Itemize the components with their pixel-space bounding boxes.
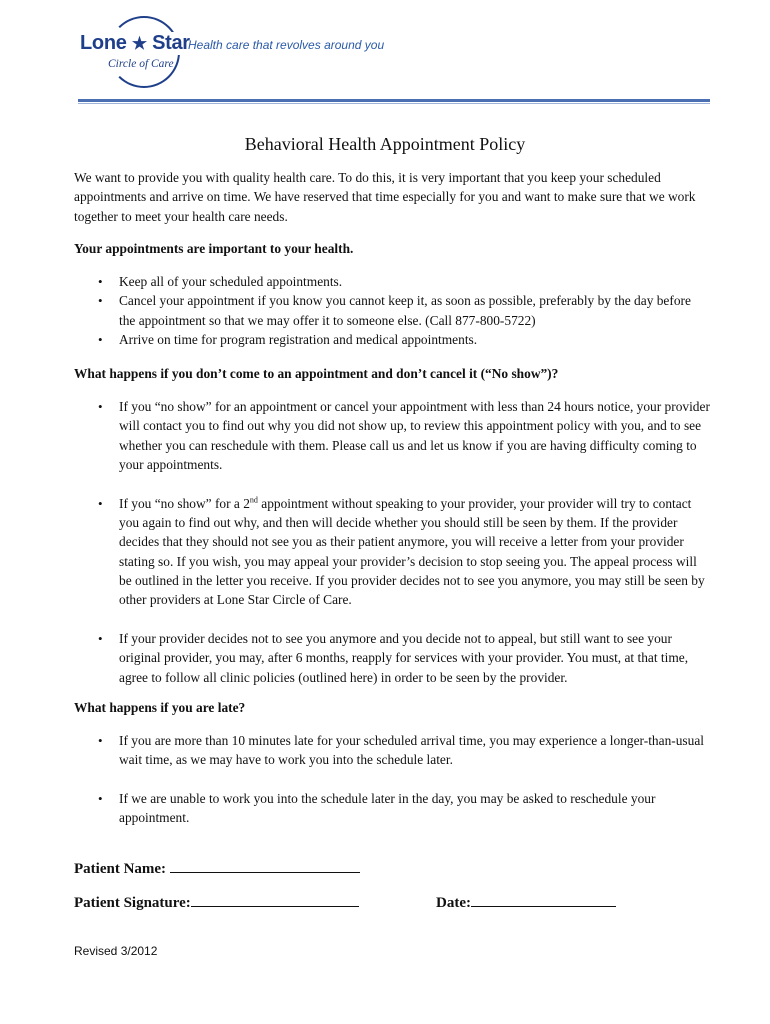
patient-signature-line[interactable] xyxy=(191,894,359,907)
page-title: Behavioral Health Appointment Policy xyxy=(244,134,526,154)
logo-brand-name: Lone ★ Star xyxy=(80,32,190,54)
list-item: • If you “no show” for an appointment or cancel your appointment with less than 24 hours notice, your provider will contact you to find out why you did not show up, to review this appointment policy with you, and to see whether you can reschedule with them. Please call us and let us know if you are having difficulty coming to your appointments. xyxy=(74,397,710,474)
no-show-list xyxy=(74,397,710,706)
list-item: • Cancel your appointment if you know you cannot keep it, as soon as possible, preferably by the day before the appointment so that we may offer it to someone else. (Call 877-800-5722) xyxy=(74,291,710,330)
lone-star-logo xyxy=(80,16,190,90)
intro-paragraph: We want to provide you with quality health care. To do this, it is very important that you keep your scheduled appointments and arrive on time. We have reserved that time especially for you and want to make sure that we work together to meet your health care needs. xyxy=(74,170,696,224)
patient-name-line[interactable] xyxy=(170,860,360,873)
tagline: Health care that revolves around you xyxy=(188,38,385,52)
list-item: • If you are more than 10 minutes late for your scheduled arrival time, you may experience a longer-than-usual wait time, as we may have to work you into the schedule later. xyxy=(74,731,710,770)
importance-list xyxy=(74,272,710,349)
patient-signature-label: Patient Signature: xyxy=(74,895,191,911)
section-heading-late: What happens if you are late? xyxy=(74,700,246,715)
late-list xyxy=(74,731,710,847)
list-item: • If you “no show” for a 2nd appointment without speaking to your provider, your provider will try to contact you again to find out why, and then will decide whether you should still be seen by them. If the provider decides that they should not see you as their patient anymore, you will receive a letter from your provider stating so. If you wish, you may appeal your provider’s decision to stop seeing you. The appeal process will be outlined in the letter you receive. If you provider decides not to see you anymore, you may still be seen by other providers at Lone Star Circle of Care. xyxy=(74,494,710,610)
section-heading-no-show: What happens if you don’t come to an appointment and don’t cancel it (“No show”)? xyxy=(74,366,559,381)
patient-name-label: Patient Name: xyxy=(74,861,167,877)
revised-date: Revised 3/2012 xyxy=(74,944,158,958)
list-item: • If we are unable to work you into the schedule later in the day, you may be asked to reschedule your appointment. xyxy=(74,789,710,828)
date-line[interactable] xyxy=(471,894,616,907)
date-field[interactable] xyxy=(436,894,616,912)
list-item: • Arrive on time for program registration and medical appointments. xyxy=(74,330,710,349)
list-item: • Keep all of your scheduled appointments. xyxy=(74,272,710,291)
patient-name-field[interactable] xyxy=(74,860,360,878)
section-heading-importance: Your appointments are important to your health. xyxy=(74,241,354,256)
header-rule xyxy=(78,99,710,102)
logo-subtitle: Circle of Care xyxy=(108,58,174,70)
list-item: • If your provider decides not to see you anymore and you decide not to appeal, but still want to see your original provider, you may, after 6 months, reapply for services with your provider. You must, at that time, agree to follow all clinic policies (outlined here) in order to be seen by the provider. xyxy=(74,629,710,687)
date-label: Date: xyxy=(436,895,471,911)
star-icon: ★ xyxy=(131,34,147,53)
patient-signature-field[interactable] xyxy=(74,894,359,912)
header-rule-thin xyxy=(78,103,710,104)
